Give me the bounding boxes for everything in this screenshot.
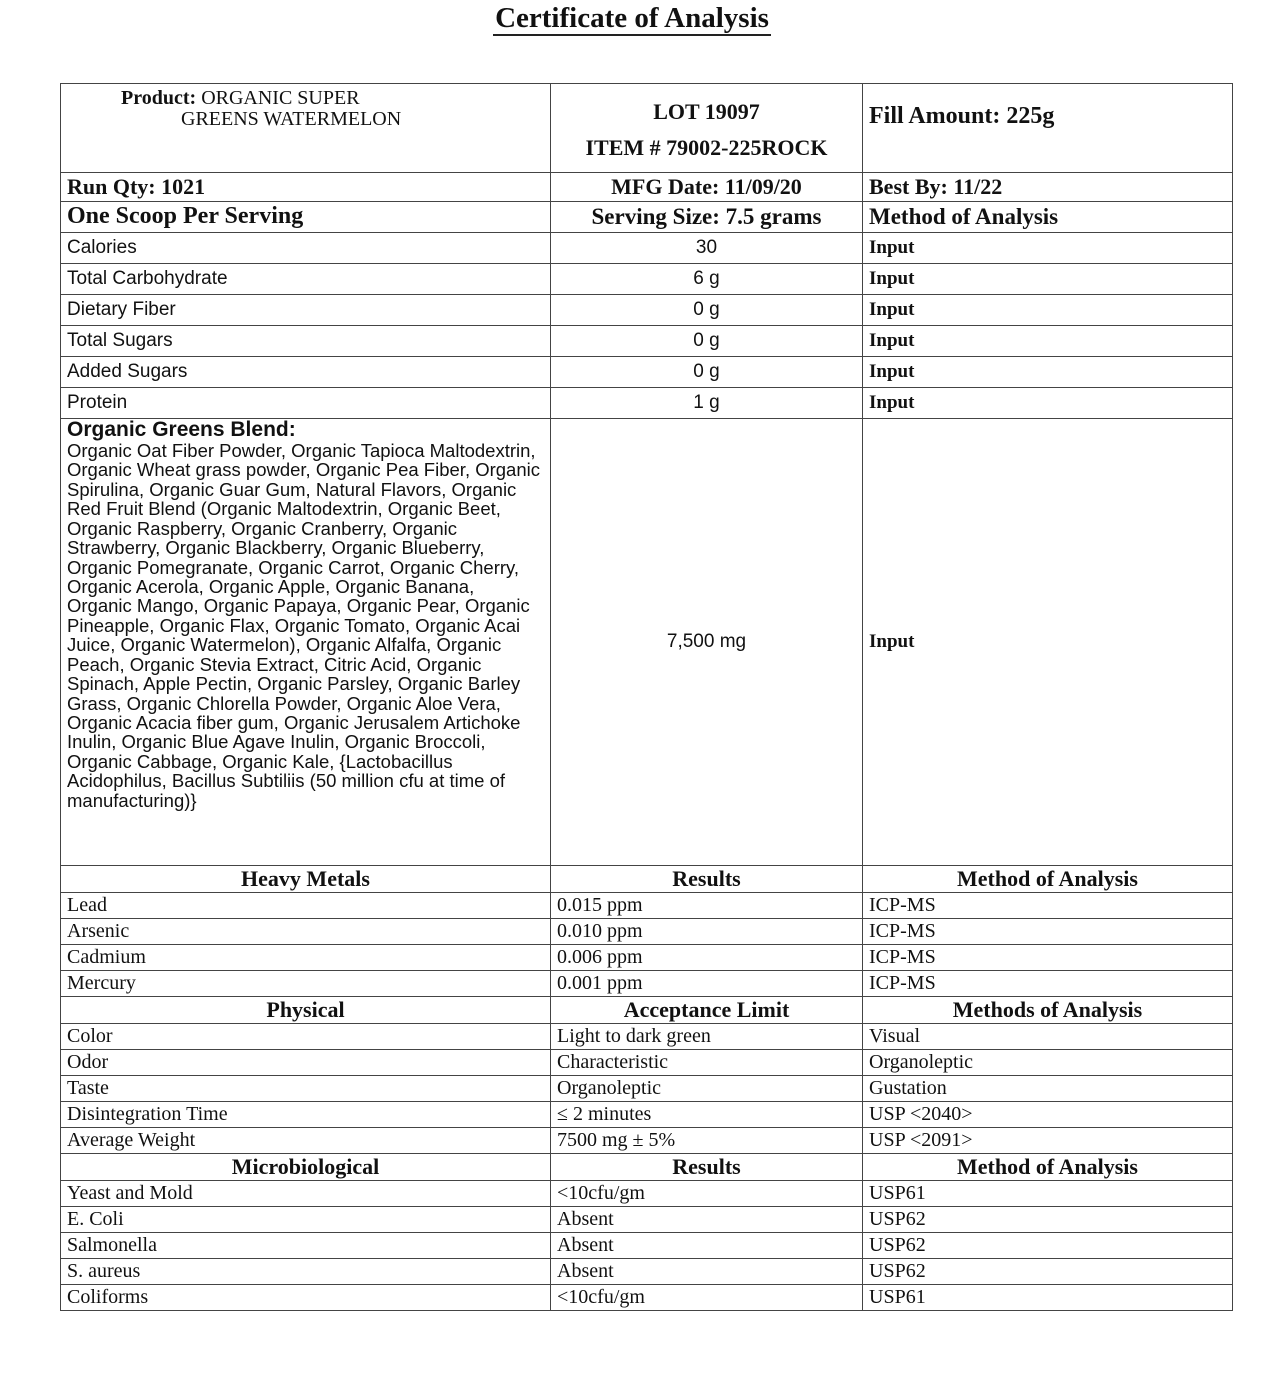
nutrient-method: Input	[863, 233, 1233, 264]
heavy-metal-row	[61, 971, 1233, 997]
serving-header-row	[61, 202, 1233, 233]
micro-result: Absent	[551, 1207, 863, 1233]
micro-row	[61, 1181, 1233, 1207]
metal-method: ICP-MS	[863, 971, 1233, 997]
physical-row	[61, 1050, 1233, 1076]
micro-method: USP62	[863, 1233, 1233, 1259]
fill-amount-value: 225g	[1006, 103, 1055, 129]
metal-name: Lead	[61, 893, 551, 919]
physical-name: Average Weight	[61, 1128, 551, 1154]
micro-row	[61, 1285, 1233, 1311]
physical-row	[61, 1102, 1233, 1128]
greens-blend-cell	[61, 419, 551, 866]
physical-method: Organoleptic	[863, 1050, 1233, 1076]
fill-amount-cell	[863, 84, 1233, 173]
nutrition-row	[61, 388, 1233, 419]
physical-limit: Characteristic	[551, 1050, 863, 1076]
micro-row	[61, 1233, 1233, 1259]
physical-limit: ≤ 2 minutes	[551, 1102, 863, 1128]
heavy-metals-header-row	[61, 866, 1233, 893]
product-cell	[61, 84, 551, 173]
document-title	[0, 2, 1264, 35]
nutrient-amount: 6 g	[551, 264, 863, 295]
heavy-metal-row	[61, 945, 1233, 971]
physical-limit: 7500 mg ± 5%	[551, 1128, 863, 1154]
nutrient-method: Input	[863, 357, 1233, 388]
micro-name: Salmonella	[61, 1233, 551, 1259]
physical-header-row	[61, 997, 1233, 1024]
nutrient-amount: 1 g	[551, 388, 863, 419]
heavy-metal-row	[61, 919, 1233, 945]
micro-name: E. Coli	[61, 1207, 551, 1233]
nutrient-amount: 0 g	[551, 357, 863, 388]
nutrient-method: Input	[863, 326, 1233, 357]
micro-result: Absent	[551, 1233, 863, 1259]
physical-row	[61, 1024, 1233, 1050]
lot-cell	[551, 84, 863, 173]
nutrient-name: Added Sugars	[61, 357, 551, 388]
coa-table	[60, 83, 1233, 1311]
micro-row	[61, 1259, 1233, 1285]
physical-method: Gustation	[863, 1076, 1233, 1102]
heavy-metal-row	[61, 893, 1233, 919]
acceptance-limit-header: Acceptance Limit	[551, 997, 863, 1024]
nutrient-name: Dietary Fiber	[61, 295, 551, 326]
nutrition-row	[61, 326, 1233, 357]
micro-name: S. aureus	[61, 1259, 551, 1285]
nutrient-name: Protein	[61, 388, 551, 419]
micro-row	[61, 1207, 1233, 1233]
physical-method: USP <2091>	[863, 1128, 1233, 1154]
physical-method: Visual	[863, 1024, 1233, 1050]
metal-result: 0.001 ppm	[551, 971, 863, 997]
best-by: Best By: 11/22	[863, 173, 1233, 202]
greens-blend-method: Input	[863, 419, 1233, 866]
item-number: ITEM # 79002-225ROCK	[585, 135, 828, 160]
metal-name: Mercury	[61, 971, 551, 997]
serving-size: Serving Size: 7.5 grams	[551, 202, 863, 233]
nutrient-amount: 0 g	[551, 295, 863, 326]
physical-method: USP <2040>	[863, 1102, 1233, 1128]
lot-number: LOT 19097	[653, 99, 760, 124]
nutrient-method: Input	[863, 388, 1233, 419]
micro-result: <10cfu/gm	[551, 1285, 863, 1311]
greens-blend-amount: 7,500 mg	[551, 419, 863, 866]
physical-name: Color	[61, 1024, 551, 1050]
physical-limit: Organoleptic	[551, 1076, 863, 1102]
nutrition-row	[61, 357, 1233, 388]
nutrient-name: Calories	[61, 233, 551, 264]
physical-name: Odor	[61, 1050, 551, 1076]
nutrition-row	[61, 264, 1233, 295]
mfg-date: MFG Date: 11/09/20	[551, 173, 863, 202]
micro-result: Absent	[551, 1259, 863, 1285]
metal-name: Cadmium	[61, 945, 551, 971]
micro-method: USP61	[863, 1285, 1233, 1311]
metal-method: ICP-MS	[863, 893, 1233, 919]
greens-blend-title: Organic Greens Blend:	[67, 418, 296, 441]
results-header: Results	[551, 866, 863, 893]
fill-amount-label: Fill Amount:	[869, 103, 1001, 129]
nutrient-amount: 0 g	[551, 326, 863, 357]
metal-result: 0.006 ppm	[551, 945, 863, 971]
product-name-line1: ORGANIC SUPER	[201, 87, 360, 109]
methods-header: Methods of Analysis	[863, 997, 1233, 1024]
heavy-metals-header: Heavy Metals	[61, 866, 551, 893]
physical-name: Taste	[61, 1076, 551, 1102]
product-label: Product:	[121, 87, 197, 109]
method-header: Method of Analysis	[863, 202, 1233, 233]
run-qty: Run Qty: 1021	[61, 173, 551, 202]
title-text: Certificate of Analysis	[495, 2, 769, 34]
product-name-line2: GREENS WATERMELON	[181, 108, 402, 130]
results-header: Results	[551, 1154, 863, 1181]
micro-method: USP62	[863, 1207, 1233, 1233]
nutrition-row	[61, 295, 1233, 326]
micro-method: USP61	[863, 1181, 1233, 1207]
nutrient-name: Total Carbohydrate	[61, 264, 551, 295]
nutrient-method: Input	[863, 295, 1233, 326]
micro-header-row	[61, 1154, 1233, 1181]
physical-row	[61, 1076, 1233, 1102]
method-header: Method of Analysis	[863, 1154, 1233, 1181]
greens-blend-ingredients: Organic Oat Fiber Powder, Organic Tapioca Maltodextrin, Organic Wheat grass powder, Organic Pea Fiber, Organic Spirulina, Organic Guar Gum, Natural Flavors, Organic Red Fruit Blend (Organic Maltodextrin, Organic Beet, Organic Raspberry, Organic Cranberry, Organic Strawberry, Organic Blackberry, Organic Blueberry, Organic Pomegranate, Organic Carrot, Organic Cherry, Organic Acerola, Organic Apple, Organic Banana, Organic Mango, Organic Papaya, Organic Pear, Organic Pineapple, Organic Flax, Organic Tomato, Organic Acai Juice, Organic Watermelon), Organic Alfalfa, Organic Peach, Organic Stevia Extract, Citric Acid, Organic Spinach, Apple Pectin, Organic Parsley, Organic Barley Grass, Organic Chlorella Powder, Organic Aloe Vera, Organic Acacia fiber gum, Organic Jerusalem Artichoke Inulin, Organic Blue Agave Inulin, Organic Broccoli, Organic Cabbage, Organic Kale, {Lactobacillus Acidophilus, Bacillus Subtiliis (50 million cfu at time of manufacturing)}	[67, 440, 540, 811]
nutrient-amount: 30	[551, 233, 863, 264]
greens-blend-row	[61, 419, 1233, 866]
micro-name: Coliforms	[61, 1285, 551, 1311]
physical-header: Physical	[61, 997, 551, 1024]
micro-name: Yeast and Mold	[61, 1181, 551, 1207]
nutrient-method: Input	[863, 264, 1233, 295]
physical-limit: Light to dark green	[551, 1024, 863, 1050]
method-header: Method of Analysis	[863, 866, 1233, 893]
header-info-row	[61, 173, 1233, 202]
metal-method: ICP-MS	[863, 919, 1233, 945]
nutrition-row	[61, 233, 1233, 264]
metal-result: 0.010 ppm	[551, 919, 863, 945]
micro-method: USP62	[863, 1259, 1233, 1285]
micro-header: Microbiological	[61, 1154, 551, 1181]
metal-result: 0.015 ppm	[551, 893, 863, 919]
nutrient-name: Total Sugars	[61, 326, 551, 357]
physical-row	[61, 1128, 1233, 1154]
header-top-row	[61, 84, 1233, 173]
physical-name: Disintegration Time	[61, 1102, 551, 1128]
micro-result: <10cfu/gm	[551, 1181, 863, 1207]
metal-name: Arsenic	[61, 919, 551, 945]
metal-method: ICP-MS	[863, 945, 1233, 971]
per-serving: One Scoop Per Serving	[61, 202, 551, 233]
